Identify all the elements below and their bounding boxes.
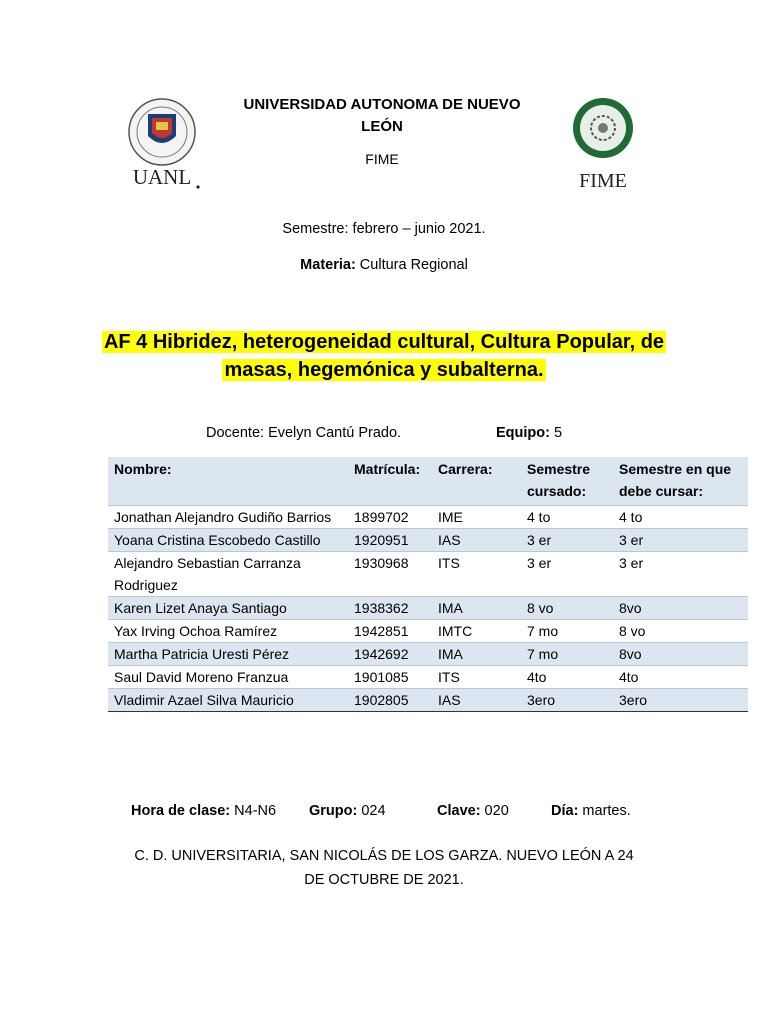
class-hour-value: N4-N6 [230,803,277,819]
group [309,803,386,819]
faculty-name: FIME [365,151,399,167]
table-row [108,666,748,689]
cell-semestre-cursado: 7 mo [521,620,613,643]
table-row [108,529,748,552]
subject-value: Cultura Regional [355,257,468,273]
cell-carrera: IME [432,506,521,529]
students-table [108,457,748,712]
cell-matricula: 1902805 [348,689,432,712]
table-row [108,552,748,597]
semester-line [0,221,768,237]
cell-nombre: Jonathan Alejandro Gudiño Barrios [108,506,348,529]
class-key-label: Clave: [437,803,481,819]
cell-carrera: IMA [432,643,521,666]
table-row [108,597,748,620]
cell-semestre-debe: 3ero [613,689,748,712]
cell-nombre: Saul David Moreno Franzua [108,666,348,689]
cell-semestre-debe: 3 er [613,529,748,552]
cell-matricula: 1942851 [348,620,432,643]
semester-value: febrero – junio 2021. [348,221,486,237]
cell-matricula: 1901085 [348,666,432,689]
class-hour-label: Hora de clase: [131,803,231,819]
table-header-row [108,457,748,506]
table-row [108,689,748,712]
cell-matricula: 1942692 [348,643,432,666]
university-name: UNIVERSIDAD AUTONOMA DE NUEVO LEÓN [243,96,521,135]
class-day-label: Día: [551,803,579,819]
header-nombre: Nombre: [108,457,348,506]
cell-semestre-debe: 8 vo [613,620,748,643]
class-key-value: 020 [480,803,509,819]
title-line-2: masas, hegemónica y subalterna. [224,359,544,381]
team-line [496,425,562,441]
cell-carrera: IAS [432,529,521,552]
title-line-1: AF 4 Hibridez, heterogeneidad cultural, Cultura Popular, de [103,331,665,353]
cell-matricula: 1938362 [348,597,432,620]
group-value: 024 [357,803,386,819]
group-label: Grupo: [309,803,358,819]
teacher-value: Evelyn Cantú Prado. [264,425,402,441]
class-day-value: martes. [578,803,631,819]
table-row [108,620,748,643]
subject-label: Materia: [300,257,356,273]
place-line-1: C. D. UNIVERSITARIA, SAN NICOLÁS DE LOS GARZA. NUEVO LEÓN A 24 [134,848,634,864]
cell-semestre-debe: 8vo [613,597,748,620]
semester-label: Semestre: [282,221,349,237]
cell-nombre: Yoana Cristina Escobedo Castillo [108,529,348,552]
cell-semestre-debe: 3 er [613,552,748,597]
cell-nombre: Yax Irving Ochoa Ramírez [108,620,348,643]
cell-semestre-debe: 4to [613,666,748,689]
cell-carrera: ITS [432,552,521,597]
cell-semestre-debe: 8vo [613,643,748,666]
team-label: Equipo: [496,425,550,441]
cell-nombre: Karen Lizet Anaya Santiago [108,597,348,620]
cell-matricula: 1920951 [348,529,432,552]
teacher-line [206,425,401,441]
uanl-logo [118,96,206,196]
subject-line [0,257,768,273]
cell-nombre: Martha Patricia Uresti Pérez [108,643,348,666]
class-hour [131,803,276,819]
cell-semestre-cursado: 3 er [521,552,613,597]
cell-carrera: IMA [432,597,521,620]
cell-semestre-cursado: 3 er [521,529,613,552]
header-carrera: Carrera: [432,457,521,506]
team-value: 5 [549,425,563,441]
fime-logo-text: FIME [579,170,627,192]
cell-nombre: Alejandro Sebastian Carranza Rodriguez [108,552,348,597]
document-title [0,328,768,384]
header-semestre-debe: Semestre en que debe cursar: [613,457,748,506]
fime-logo [568,94,638,194]
cell-semestre-cursado: 4 to [521,506,613,529]
class-day [551,803,631,819]
cell-semestre-cursado: 8 vo [521,597,613,620]
place-line-2: DE OCTUBRE DE 2021. [304,872,464,888]
cell-carrera: ITS [432,666,521,689]
teacher-label: Docente: [206,425,265,441]
cell-carrera: IAS [432,689,521,712]
header-semestre-cursado: Semestre cursado: [521,457,613,506]
cell-semestre-cursado: 3ero [521,689,613,712]
class-key [437,803,509,819]
cell-matricula: 1930968 [348,552,432,597]
uanl-logo-text: UANL [132,165,192,189]
cell-semestre-cursado: 7 mo [521,643,613,666]
cell-nombre: Vladimir Azael Silva Mauricio [108,689,348,712]
cell-carrera: IMTC [432,620,521,643]
table-row [108,506,748,529]
place-date [0,844,768,892]
cell-matricula: 1899702 [348,506,432,529]
cell-semestre-debe: 4 to [613,506,748,529]
header-matricula: Matrícula: [348,457,432,506]
table-row [108,643,748,666]
cell-semestre-cursado: 4to [521,666,613,689]
